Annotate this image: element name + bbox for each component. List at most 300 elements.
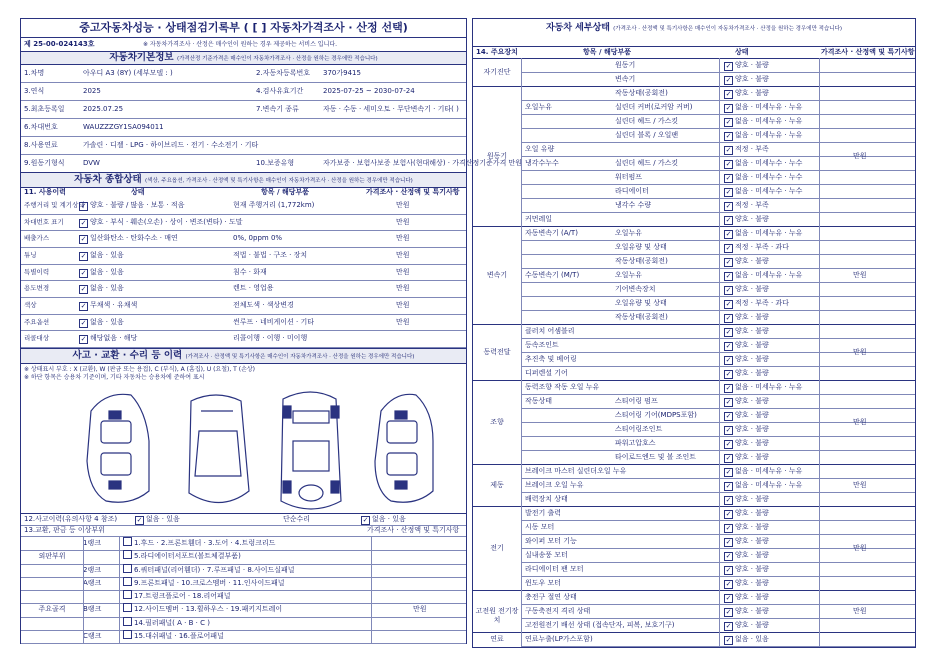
detail-state: 양호 · 불량 (735, 579, 769, 587)
detail-state-checkbox[interactable] (724, 370, 733, 379)
general-price: 만원 (396, 301, 410, 309)
detail-group-divider (473, 590, 915, 591)
detail-state-cell (720, 296, 860, 310)
general-price: 만원 (396, 234, 410, 243)
basic-value: WAUZZZGY1SA094011 (83, 123, 164, 131)
exchange-items: 1.후드 · 2.프론트휀더 · 3.도어 · 4.트렁크리드 (134, 539, 276, 547)
detail-subgroup: 구동축전지 격리 상태 (525, 607, 591, 615)
detail-col-3: 가격조사 · 산정액 및 특기사항 (821, 48, 915, 56)
detail-state-cell (720, 184, 860, 198)
exchange-divider (371, 537, 372, 643)
general-label: 배출가스 (24, 234, 50, 243)
detail-state-cell (720, 548, 860, 562)
detail-state-checkbox[interactable] (724, 62, 733, 71)
detail-state-checkbox[interactable] (724, 76, 733, 85)
detail-subgroup: 동력조향 작동 오일 누유 (525, 383, 600, 391)
general-state-cell (75, 247, 245, 264)
exchange-items-cell (119, 537, 369, 550)
detail-state-cell (720, 618, 860, 632)
detail-state-checkbox[interactable] (724, 426, 733, 435)
detail-item: 워터펌프 (615, 173, 643, 181)
legend-symbols: ※ 상태표시 부호 : X (교환), W (판금 또는 용접), C (부식), A (흠집), U (요철), T (손상) (24, 366, 256, 373)
detail-group-divider (473, 506, 915, 507)
detail-row (521, 562, 915, 577)
general-label: 차대번호 표기 (24, 217, 64, 226)
detail-row (521, 296, 915, 311)
exchange-price-header: 가격조사 · 산정액 및 특기사항 (367, 526, 460, 534)
detail-state-checkbox[interactable] (724, 300, 733, 309)
detail-state-checkbox[interactable] (724, 258, 733, 267)
detail-item: 원동기 (615, 61, 636, 69)
detail-state: 없음 · 미세누수 · 누수 (735, 173, 803, 181)
detail-state: 양호 · 불량 (735, 495, 769, 503)
detail-state-checkbox[interactable] (724, 412, 733, 421)
detail-row (521, 520, 915, 535)
exchange-items: 14.필러패널( A · B · C ) (134, 618, 210, 627)
basic-info-row (21, 118, 466, 137)
general-item: 전체도색 · 색상변경 (233, 301, 294, 309)
detail-row (521, 618, 915, 633)
detail-row (521, 86, 915, 101)
general-state-checkbox[interactable] (79, 235, 88, 244)
detail-subgroup: 작동상태 (525, 397, 553, 405)
general-status-columns (21, 187, 466, 197)
general-col-1: 상태 (131, 188, 145, 196)
exchange-header-row (21, 525, 466, 537)
detail-price: 만원 (853, 606, 867, 615)
exchange-price: 만원 (413, 605, 427, 613)
detail-group-label: 자기진단 (483, 67, 511, 76)
general-state: 일산화탄소 · 탄화수소 · 매연 (90, 234, 178, 243)
detail-state: 양호 · 불량 (735, 397, 769, 405)
detail-state-checkbox[interactable] (724, 384, 733, 393)
detail-state-cell (720, 632, 860, 646)
detail-subgroup: 고전원전기 배선 상태 (접속단자, 피복, 보호기구) (525, 621, 675, 629)
general-state: 양호 · 부식 · 훼손(오손) · 상이 · 변조(변타) · 도말 (90, 217, 243, 226)
detail-row (521, 310, 915, 325)
general-price: 만원 (396, 201, 410, 209)
exchange-row (21, 630, 466, 644)
exchange-row (21, 603, 466, 617)
basic-label: 6.차대번호 (24, 123, 58, 131)
detail-row (521, 114, 915, 129)
detail-state-cell (720, 380, 860, 394)
detail-subgroup: 와이퍼 모터 기능 (525, 537, 577, 545)
detail-divider (719, 58, 720, 646)
detail-state-cell (720, 506, 860, 520)
exchange-items-cell (119, 577, 369, 590)
detail-row (521, 226, 915, 241)
detail-state-checkbox[interactable] (724, 552, 733, 561)
general-status-table (21, 197, 466, 347)
detail-item: 실린더 헤드 / 가스킷 (615, 117, 679, 125)
detail-state-checkbox[interactable] (724, 132, 733, 141)
detail-state: 없음 · 미세누수 · 누수 (735, 159, 803, 167)
detail-subgroup: 오일 유량 (525, 145, 555, 153)
general-price: 만원 (396, 217, 410, 226)
detail-state-checkbox[interactable] (724, 496, 733, 505)
detail-state: 적정 · 부족 (735, 145, 769, 153)
exchange-items-cell (119, 590, 369, 603)
detail-state: 양호 · 불량 (735, 355, 769, 363)
exchange-divider (83, 537, 84, 643)
detail-state-checkbox[interactable] (724, 468, 733, 477)
detail-state-checkbox[interactable] (724, 594, 733, 603)
exchange-table (21, 537, 466, 643)
basic-value: DVW (83, 159, 100, 167)
detail-state-cell (720, 436, 860, 450)
general-status-note: (색상, 주요옵션, 가격조사 · 산정액 및 특기사항은 매수인이 자동차가격조사 · 산정을 원하는 경우에만 적습니다) (145, 178, 413, 184)
detail-state: 양호 · 불량 (735, 551, 769, 559)
detail-state: 없음 · 미세누유 · 누유 (735, 481, 803, 489)
detail-state-checkbox[interactable] (724, 244, 733, 253)
detail-state-cell (720, 324, 860, 338)
detail-status-header (473, 22, 915, 35)
detail-divider (521, 58, 522, 646)
detail-state-cell (720, 352, 860, 366)
detail-subgroup: 오일누유 (525, 103, 553, 111)
detail-price: 만원 (853, 151, 867, 160)
general-item: 리콜이행 · 이행 · 미이행 (233, 334, 308, 343)
detail-row (521, 240, 915, 255)
detail-subgroup: 브레이크 오일 누유 (525, 481, 584, 489)
detail-row (521, 590, 915, 605)
detail-item: 작동상태(공회전) (615, 89, 668, 97)
detail-price: 만원 (853, 417, 867, 426)
general-item: 적법 · 불법 · 구조 · 장치 (233, 251, 308, 259)
exchange-row (21, 577, 466, 591)
detail-state-checkbox[interactable] (724, 580, 733, 589)
detail-subgroup: 디퍼렌셜 기어 (525, 369, 568, 377)
detail-state-checkbox[interactable] (724, 636, 733, 645)
detail-state-checkbox[interactable] (724, 454, 733, 463)
exchange-items-checkbox[interactable] (123, 617, 132, 626)
general-status-row (21, 230, 466, 248)
general-label: 색상 (24, 301, 37, 309)
detail-state: 양호 · 불량 (735, 439, 769, 447)
exchange-items-checkbox[interactable] (123, 564, 132, 573)
detail-state: 없음 · 미세누유 · 누유 (735, 467, 803, 475)
detail-status-note: (가격조사 · 산정액 및 특기사항은 매수인이 자동차가격조사 · 산정을 원하는 경우에만 적습니다) (613, 26, 843, 32)
basic-value-2: 자가보증 · 보험사보증 보험사(현대해상) · 가격산정기준가격 만원 (323, 159, 523, 167)
detail-state-checkbox[interactable] (724, 342, 733, 351)
general-item: 현재 주행거리 (1,772km) (233, 201, 315, 209)
general-state-checkbox[interactable] (79, 335, 88, 344)
general-status-header (21, 172, 466, 188)
detail-subgroup: 추진축 및 베어링 (525, 355, 577, 363)
general-state-cell (75, 264, 245, 281)
general-price: 만원 (396, 317, 410, 326)
general-state-checkbox[interactable] (79, 285, 88, 294)
general-state-checkbox[interactable] (79, 302, 88, 311)
detail-state: 양호 · 불량 (735, 61, 769, 69)
basic-info-note: (가격산정 기준가격은 매수인이 자동차가격조사 · 산정을 원하는 경우에만 적습니다) (176, 56, 378, 62)
detail-state-cell (720, 366, 860, 380)
exchange-items-cell (119, 630, 369, 643)
car-side-right (375, 394, 433, 502)
detail-state-checkbox[interactable] (724, 622, 733, 631)
simple-repair-none-checkbox[interactable] (361, 516, 370, 525)
exchange-row (21, 537, 466, 551)
detail-col-0: 14. 주요장치 (476, 48, 518, 56)
detail-subgroup: 발전기 출력 (525, 509, 562, 517)
detail-item: 오일누유 (615, 271, 643, 279)
accident-none-checkbox[interactable] (135, 516, 144, 525)
detail-state-checkbox[interactable] (724, 216, 733, 225)
general-label: 주행거리 및 계기상태 (24, 201, 85, 209)
exchange-items: 17.트렁크플로어 · 18.리어패널 (134, 592, 231, 600)
detail-state-checkbox[interactable] (724, 272, 733, 281)
exchange-rank: 1랭크 (83, 539, 101, 547)
detail-state-checkbox[interactable] (724, 188, 733, 197)
detail-state-checkbox[interactable] (724, 608, 733, 617)
general-col-2: 항목 / 해당부품 (261, 188, 310, 196)
detail-state-checkbox[interactable] (724, 566, 733, 575)
basic-label-2: 10.보증유형 (256, 159, 295, 167)
detail-state: 양호 · 불량 (735, 75, 769, 83)
general-status-row (21, 247, 466, 265)
exchange-items-checkbox[interactable] (123, 603, 132, 612)
detail-state-checkbox[interactable] (724, 482, 733, 491)
detail-state-checkbox[interactable] (724, 118, 733, 127)
accident-title: 사고 · 교환 · 수리 등 이력 (72, 350, 183, 361)
detail-state: 양호 · 불량 (735, 621, 769, 629)
detail-state-cell (720, 240, 860, 254)
detail-row (521, 170, 915, 185)
detail-item: 실린더 블록 / 오일팬 (615, 131, 679, 139)
detail-state-checkbox[interactable] (724, 538, 733, 547)
detail-group-label: 제동 (490, 480, 504, 489)
basic-info-row (21, 64, 466, 83)
detail-item: 실린더 커버(로커암 커버) (615, 103, 693, 111)
basic-value: 2025.07.25 (83, 105, 124, 113)
exchange-items-checkbox[interactable] (123, 630, 132, 639)
general-status-row (21, 280, 466, 298)
detail-state-checkbox[interactable] (724, 524, 733, 533)
general-state: 무채색 · 유채색 (90, 301, 138, 309)
detail-state-cell (720, 170, 860, 184)
detail-state: 양호 · 불량 (735, 341, 769, 349)
detail-item: 작동상태(공회전) (615, 257, 668, 265)
detail-state-checkbox[interactable] (724, 286, 733, 295)
basic-label: 3.연식 (24, 87, 45, 95)
general-price: 만원 (396, 251, 410, 259)
detail-state-checkbox[interactable] (724, 202, 733, 211)
detail-state-cell (720, 310, 860, 324)
detail-item: 오일누유 (615, 229, 643, 237)
detail-group-divider (473, 86, 915, 87)
general-label: 리콜대상 (24, 334, 50, 343)
general-state-cell (75, 280, 245, 297)
general-state: 없음 · 있음 (90, 267, 124, 276)
basic-label: 1.차명 (24, 69, 45, 77)
detail-row (521, 506, 915, 521)
general-label: 용도변경 (24, 284, 50, 293)
detail-subgroup: 연료누출(LP가스포함) (525, 635, 593, 643)
detail-state-cell (720, 604, 860, 618)
detail-item: 냉각수 수량 (615, 201, 652, 209)
detail-state-cell (720, 450, 860, 464)
basic-info-row (21, 154, 523, 173)
basic-value-2: 2025-07-25 ~ 2030-07-24 (323, 87, 415, 95)
detail-subgroup: 커먼레일 (525, 215, 553, 223)
basic-value: 2025 (83, 87, 101, 95)
detail-state: 양호 · 불량 (735, 453, 769, 461)
general-state-cell (75, 314, 245, 331)
detail-subgroup: 배력장치 상태 (525, 495, 568, 503)
general-label: 특별이력 (24, 267, 50, 276)
detail-state-cell (720, 268, 860, 282)
basic-label: 8.사용연료 (24, 141, 58, 149)
exchange-row (21, 564, 466, 578)
detail-state: 양호 · 불량 (735, 509, 769, 517)
detail-subgroup: 냉각수누수 (525, 159, 559, 167)
detail-item: 스티어링 기어(MDPS포함) (615, 411, 697, 419)
detail-state-checkbox[interactable] (724, 90, 733, 99)
exchange-items-checkbox[interactable] (123, 537, 132, 546)
exchange-items-checkbox[interactable] (123, 550, 132, 559)
detail-state: 양호 · 불량 (735, 565, 769, 573)
detail-state: 양호 · 불량 (735, 257, 769, 265)
detail-state-cell (720, 590, 860, 604)
detail-state-checkbox[interactable] (724, 328, 733, 337)
general-price: 만원 (396, 284, 410, 293)
detail-status-title: 자동차 세부상태 (545, 23, 610, 33)
basic-label-2: 7.변속기 종류 (256, 105, 299, 113)
detail-state-cell (720, 464, 860, 478)
document-note: ※ 자동차가격조사 · 산정은 매수인이 원하는 경우 제공하는 서비스 입니다. (143, 41, 338, 48)
detail-item: 실린더 헤드 / 가스킷 (615, 159, 679, 167)
detail-state: 양호 · 불량 (735, 215, 769, 223)
exchange-rank: 2랭크 (83, 565, 101, 574)
legend-note: ※ 하단 항목은 승용차 기준이며, 기타 자동차는 승용차에 준하여 표시 (24, 374, 205, 381)
general-col-3: 가격조사 · 산정액 및 특기사항 (366, 188, 460, 196)
exchange-header-label: 13.교환, 판금 등 이상부위 (24, 526, 105, 534)
detail-row (521, 72, 915, 87)
general-state-checkbox[interactable] (79, 202, 88, 211)
detail-state-cell (720, 72, 860, 86)
detail-row (521, 58, 915, 73)
detail-subgroup: 실내송풍 모터 (525, 551, 568, 559)
detail-state-checkbox[interactable] (724, 398, 733, 407)
detail-row (521, 324, 915, 339)
detail-subgroup: 시동 모터 (525, 523, 555, 531)
basic-value-2: 370가9415 (323, 69, 361, 77)
detail-state-cell (720, 114, 860, 128)
detail-group-divider (473, 632, 915, 633)
detail-state-cell (720, 86, 860, 100)
car-diagram (61, 381, 441, 521)
basic-label-2: 2.자동차등록번호 (256, 69, 311, 77)
general-state-cell (75, 214, 245, 231)
detail-row (521, 198, 915, 213)
detail-state-checkbox[interactable] (724, 104, 733, 113)
detail-state: 없음 · 미세누유 · 누유 (735, 271, 803, 279)
general-label: 튜닝 (24, 251, 37, 259)
simple-repair-label: 단순수리 (283, 515, 311, 523)
detail-state-checkbox[interactable] (724, 146, 733, 155)
general-item: 0%, 0ppm 0% (233, 234, 283, 243)
general-state-checkbox[interactable] (79, 319, 88, 328)
document-number: 제 25-00-024143호 (24, 40, 95, 48)
accident-header (21, 348, 466, 364)
exchange-group-label: 주요골격 (38, 605, 66, 614)
detail-state-checkbox[interactable] (724, 160, 733, 169)
exchange-row (21, 590, 466, 604)
detail-state-cell (720, 226, 860, 240)
car-side-left (87, 394, 149, 502)
general-state-checkbox[interactable] (79, 252, 88, 261)
detail-state: 양호 · 불량 (735, 607, 769, 615)
detail-state: 없음 · 미세누수 · 누수 (735, 187, 803, 195)
general-state: 없음 · 있음 (90, 251, 124, 259)
exchange-items: 9.프론트패널 · 10.크로스멤버 · 11.인사이드패널 (134, 578, 285, 587)
detail-state-checkbox[interactable] (724, 174, 733, 183)
basic-label: 5.최초등록일 (24, 105, 65, 113)
general-col-0: 11. 사용이력 (24, 188, 66, 196)
car-top-view (189, 395, 249, 503)
exchange-group-label: 외판부위 (38, 552, 66, 561)
detail-item: 스티어링 펌프 (615, 397, 658, 405)
general-status-title: 자동차 종합상태 (74, 174, 142, 185)
detail-state-checkbox[interactable] (724, 510, 733, 519)
basic-value: 가솔린 · 디젤 · LPG · 하이브리드 · 전기 · 수소전기 · 기타 (83, 141, 259, 149)
basic-info-row (21, 82, 466, 101)
detail-state-checkbox[interactable] (724, 440, 733, 449)
detail-row (521, 492, 915, 507)
general-status-row (21, 264, 466, 282)
detail-item: 작동상태(공회전) (615, 313, 668, 321)
general-status-row (21, 197, 466, 215)
detail-state-cell (720, 394, 860, 408)
detail-group-label: 조향 (490, 417, 504, 426)
detail-state: 양호 · 불량 (735, 411, 769, 419)
general-state-cell (75, 230, 245, 247)
exchange-row (21, 617, 466, 631)
exchange-items-checkbox[interactable] (123, 590, 132, 599)
detail-group-label: 전기 (490, 543, 504, 552)
general-state-checkbox[interactable] (79, 219, 88, 228)
detail-state-checkbox[interactable] (724, 230, 733, 239)
detail-col-1: 항목 / 해당부품 (583, 48, 632, 56)
detail-state: 없음 · 미세누유 · 누유 (735, 131, 803, 139)
detail-state: 적정 · 부족 (735, 201, 769, 209)
detail-group-label: 변속기 (486, 270, 508, 279)
exchange-items-checkbox[interactable] (123, 577, 132, 586)
basic-info-row (21, 100, 466, 119)
general-state: 양호 · 불량 / 많음 · 보통 · 적음 (90, 201, 185, 209)
detail-row (521, 436, 915, 451)
detail-row (521, 100, 915, 115)
detail-state: 양호 · 불량 (735, 537, 769, 545)
exchange-rank: B랭크 (83, 605, 102, 614)
detail-state-checkbox[interactable] (724, 314, 733, 323)
detail-state-checkbox[interactable] (724, 356, 733, 365)
detail-state: 없음 · 있음 (735, 635, 769, 643)
exchange-items: 15.대쉬패널 · 16.플로어패널 (134, 631, 224, 640)
detail-row (521, 184, 915, 199)
detail-row (521, 212, 915, 227)
general-label: 주요옵션 (24, 317, 50, 326)
detail-item: 타이로드엔드 및 볼 조인트 (615, 453, 697, 461)
general-state-checkbox[interactable] (79, 269, 88, 278)
detail-state-cell (720, 156, 860, 170)
detail-row (521, 380, 915, 395)
detail-state-cell (720, 58, 860, 72)
accident-history-label: 12.사고이력(유의사항 4 참조) (24, 515, 118, 523)
detail-state-cell (720, 212, 860, 226)
detail-price: 만원 (853, 480, 867, 489)
